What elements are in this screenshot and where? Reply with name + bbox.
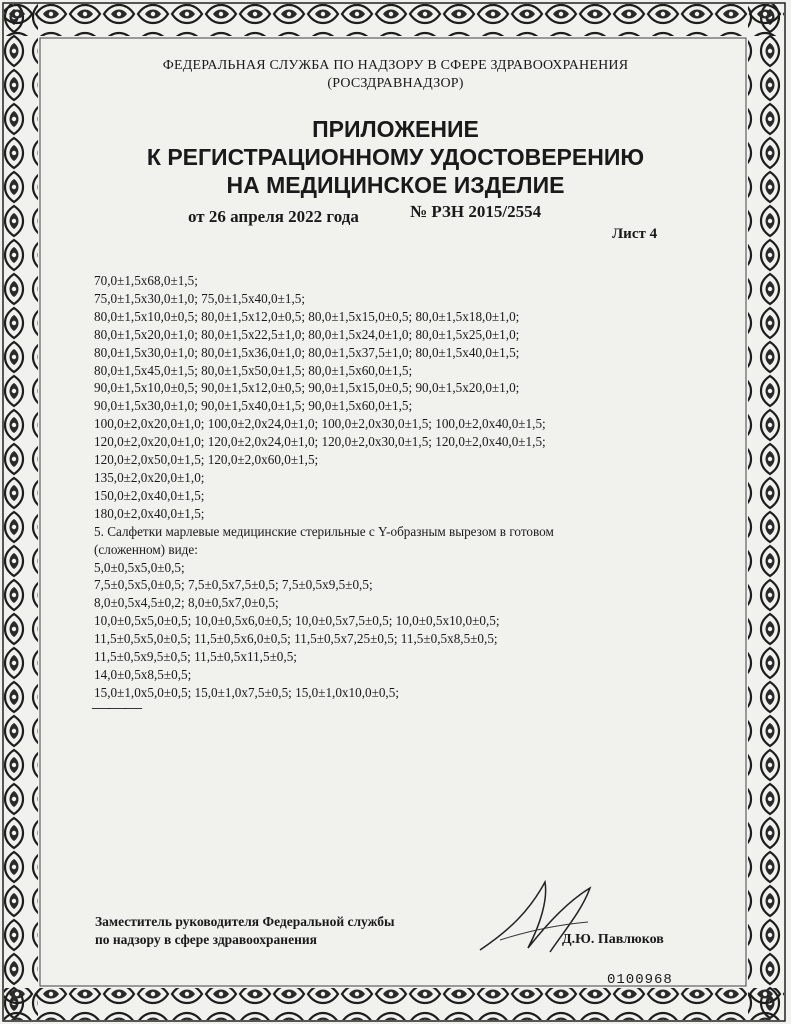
- signer-name: Д.Ю. Павлюков: [562, 932, 664, 947]
- list-line: 7,5±0,5x5,0±0,5; 7,5±0,5x7,5±0,5; 7,5±0,5x9,5±0,5;: [94, 577, 373, 593]
- title-line-1: ПРИЛОЖЕНИЕ: [312, 116, 479, 142]
- list-line: 80,0±1,5x45,0±1,5; 80,0±1,5x50,0±1,5; 80,0±1,5x60,0±1,5;: [94, 362, 413, 378]
- form-serial-number: 0100968: [607, 972, 673, 988]
- list-line: 90,0±1,5x10,0±0,5; 90,0±1,5x12,0±0,5; 90,0±1,5x15,0±0,5; 90,0±1,5x20,0±1,0;: [94, 380, 520, 396]
- list-line: 11,5±0,5x5,0±0,5; 11,5±0,5x6,0±0,5; 11,5±0,5x7,25±0,5; 11,5±0,5x8,5±0,5;: [94, 631, 498, 647]
- list-line: 15,0±1,0x5,0±0,5; 15,0±1,0x7,5±0,5; 15,0±1,0x10,0±0,5;: [94, 684, 399, 700]
- list-line: 5,0±0,5x5,0±0,5;: [94, 559, 185, 575]
- list-line: 70,0±1,5x68,0±1,5;: [94, 273, 198, 288]
- list-line: 135,0±2,0x20,0±1,0;: [94, 469, 205, 485]
- agency-header: [0, 57, 791, 93]
- sheet-number: Лист 4: [612, 226, 658, 242]
- list-line: 8,0±0,5x4,5±0,2; 8,0±0,5x7,0±0,5;: [94, 595, 279, 611]
- list-line: 80,0±1,5x10,0±0,5; 80,0±1,5x12,0±0,5; 80,0±1,5x15,0±0,5; 80,0±1,5x18,0±1,0;: [94, 308, 520, 324]
- product-size-list: [94, 272, 654, 702]
- registration-number: № РЗН 2015/2554: [410, 202, 542, 221]
- list-line: 100,0±2,0x20,0±1,0; 100,0±2,0x24,0±1,0; 100,0±2,0x30,0±1,5; 100,0±2,0x40,0±1,5;: [94, 416, 546, 432]
- list-line: 80,0±1,5x30,0±1,0; 80,0±1,5x36,0±1,0; 80,0±1,5x37,5±1,0; 80,0±1,5x40,0±1,5;: [94, 344, 520, 360]
- list-line: 150,0±2,0x40,0±1,5;: [94, 487, 205, 503]
- document-title: [0, 115, 791, 199]
- title-line-3: НА МЕДИЦИНСКОЕ ИЗДЕЛИЕ: [226, 172, 565, 198]
- signatory-position-line-1: Заместитель руководителя Федеральной службы: [95, 914, 395, 929]
- list-line: 75,0±1,5x30,0±1,0; 75,0±1,5x40,0±1,5;: [94, 290, 306, 306]
- end-mark: ―――: [92, 697, 140, 717]
- agency-name: ФЕДЕРАЛЬНАЯ СЛУЖБА ПО НАДЗОРУ В СФЕРЕ ЗДРАВООХРАНЕНИЯ: [162, 58, 629, 73]
- list-line: 10,0±0,5x5,0±0,5; 10,0±0,5x6,0±0,5; 10,0±0,5x7,5±0,5; 10,0±0,5x10,0±0,5;: [94, 613, 500, 629]
- list-line: 5. Салфетки марлевые медицинские стерильные с Y-образным вырезом в готовом: [94, 523, 554, 539]
- list-line: (сложенном) виде:: [94, 541, 198, 557]
- list-line: 120,0±2,0x50,0±1,5; 120,0±2,0x60,0±1,5;: [94, 452, 319, 468]
- agency-abbreviation: (РОСЗДРАВНАДЗОР): [327, 76, 464, 91]
- issue-date: от 26 апреля 2022 года: [188, 207, 359, 226]
- signatory-position-line-2: по надзору в сфере здравоохранения: [95, 932, 317, 947]
- list-line: 80,0±1,5x20,0±1,0; 80,0±1,5x22,5±1,0; 80,0±1,5x24,0±1,0; 80,0±1,5x25,0±1,0;: [94, 326, 520, 342]
- list-line: 11,5±0,5x9,5±0,5; 11,5±0,5x11,5±0,5;: [94, 649, 297, 665]
- signatory-position: [95, 913, 395, 949]
- list-line: 120,0±2,0x20,0±1,0; 120,0±2,0x24,0±1,0; 120,0±2,0x30,0±1,5; 120,0±2,0x40,0±1,5;: [94, 434, 546, 450]
- list-line: 180,0±2,0x40,0±1,5;: [94, 505, 205, 521]
- list-line: 90,0±1,5x30,0±1,0; 90,0±1,5x40,0±1,5; 90,0±1,5x60,0±1,5;: [94, 398, 413, 414]
- list-line: 14,0±0,5x8,5±0,5;: [94, 666, 192, 682]
- title-line-2: К РЕГИСТРАЦИОННОМУ УДОСТОВЕРЕНИЮ: [146, 144, 645, 170]
